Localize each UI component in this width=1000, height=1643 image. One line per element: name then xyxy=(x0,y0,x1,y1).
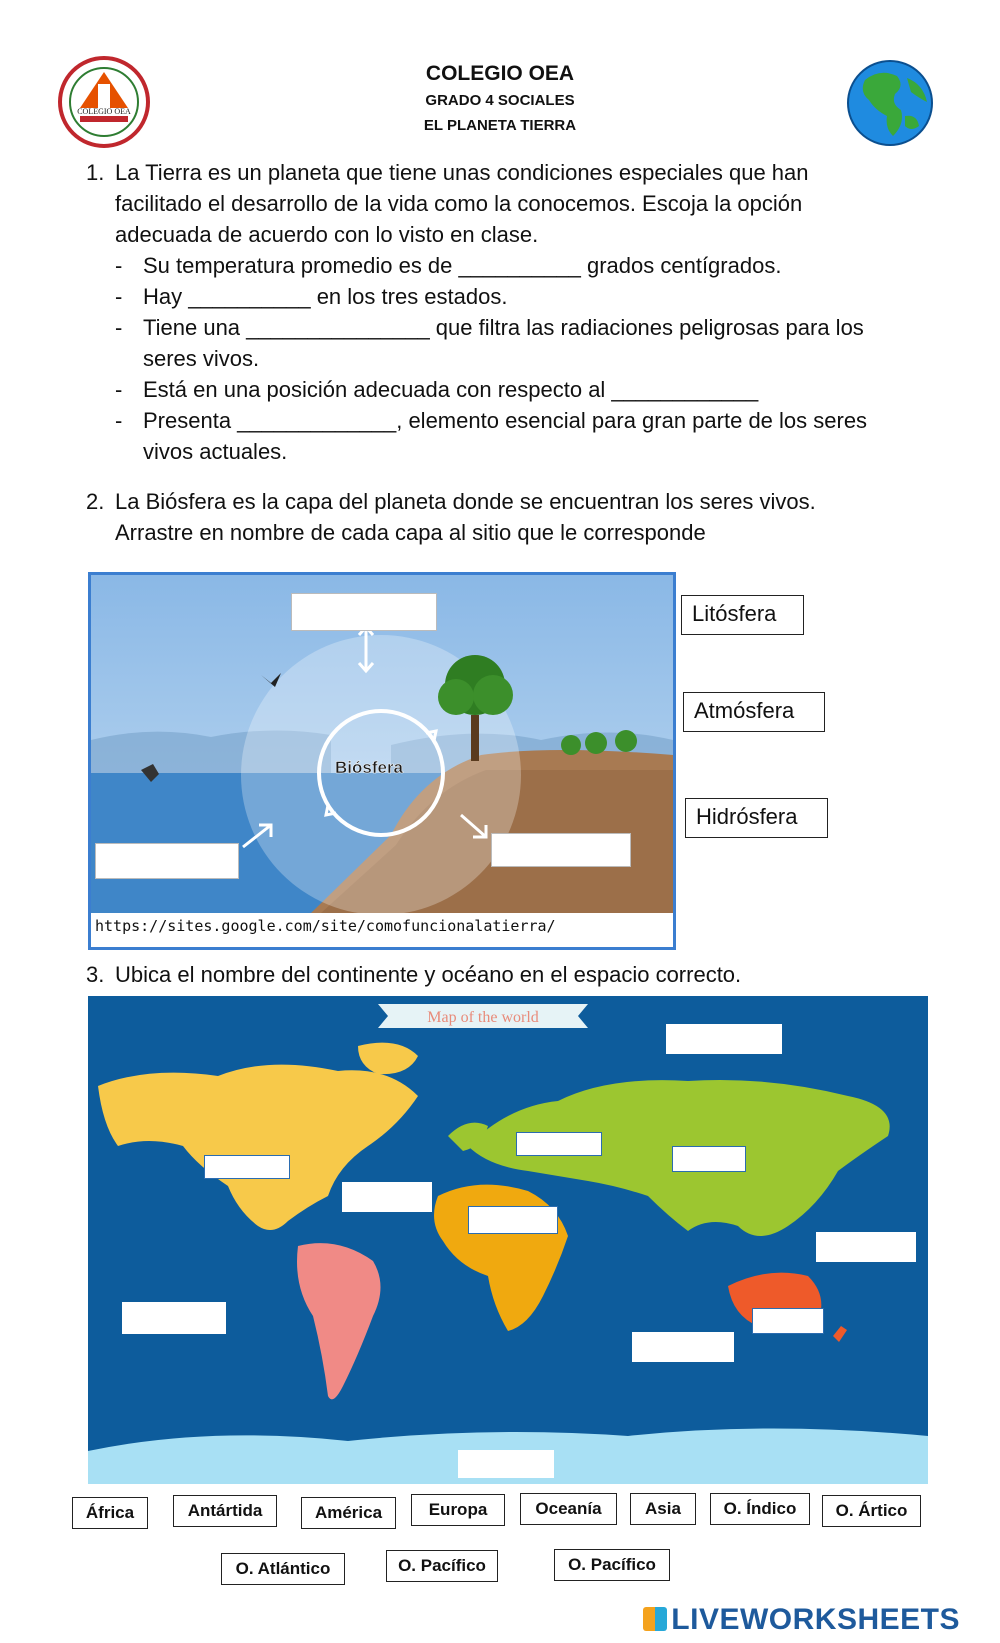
question-text-line: La Biósfera es la capa del planeta donde se encuentran los seres vivos. xyxy=(115,489,816,514)
word-chip-hidrosfera[interactable]: Hidrósfera xyxy=(685,798,828,838)
map-drop-zone[interactable] xyxy=(458,1450,554,1478)
liveworksheets-icon xyxy=(643,1607,667,1631)
question-text-line: Arrastre en nombre de cada capa al sitio que le corresponde xyxy=(115,520,706,545)
fill-in-item[interactable]: Está en una posición adecuada con respecto al ____________ xyxy=(143,377,759,402)
answer-chip-antartida[interactable]: Antártida xyxy=(173,1495,277,1527)
answer-chip-oceania[interactable]: Oceanía xyxy=(520,1493,617,1525)
bullet-dash: - xyxy=(115,284,123,309)
fill-in-item[interactable]: Su temperatura promedio es de __________ grados centígrados. xyxy=(143,253,782,278)
answer-chip-oceano-indico[interactable]: O. Índico xyxy=(710,1493,810,1525)
fill-in-item[interactable]: Presenta _____________, elemento esencial para gran parte de los seres xyxy=(143,408,868,433)
bullet-dash: - xyxy=(115,377,123,402)
answer-chip-africa[interactable]: África xyxy=(72,1497,148,1529)
world-map xyxy=(88,996,928,1484)
fill-in-item[interactable]: Hay __________ en los tres estados. xyxy=(143,284,508,309)
bullet-dash: - xyxy=(115,315,123,340)
map-drop-zone[interactable] xyxy=(342,1182,432,1212)
answer-chip-oceano-atlantico[interactable]: O. Atlántico xyxy=(221,1553,345,1585)
biosphere-label: Biósfera xyxy=(334,758,404,777)
answer-chip-europa[interactable]: Europa xyxy=(411,1494,505,1526)
topic-title: EL PLANETA TIERRA xyxy=(423,117,577,134)
map-title: Map of the world xyxy=(427,1009,539,1026)
grade-title: GRADO 4 SOCIALES xyxy=(425,92,575,109)
fill-in-item-continuation: seres vivos. xyxy=(143,346,260,371)
question-text-line: La Tierra es un planeta que tiene unas condiciones especiales que han xyxy=(115,160,809,185)
drop-zone-atmosphere[interactable] xyxy=(291,593,437,631)
question-text-line: facilitado el desarrollo de la vida como la conocemos. Escoja la opción xyxy=(115,191,803,216)
word-chip-litosfera[interactable]: Litósfera xyxy=(681,595,804,635)
fill-in-item[interactable]: Tiene una _______________ que filtra las radiaciones peligrosas para los xyxy=(143,315,864,340)
school-name: COLEGIO OEA xyxy=(425,62,575,85)
map-drop-zone[interactable] xyxy=(468,1206,558,1234)
map-drop-zone[interactable] xyxy=(122,1302,226,1334)
bullet-dash: - xyxy=(115,408,123,433)
svg-text:COLEGIO OEA: COLEGIO OEA xyxy=(77,107,131,116)
answer-chip-america[interactable]: América xyxy=(301,1497,396,1529)
world-map-illustration xyxy=(88,996,928,1484)
biosphere-figure xyxy=(88,572,676,950)
drop-zone-lithosphere[interactable] xyxy=(491,833,631,867)
drop-zone-hydrosphere[interactable] xyxy=(95,843,239,879)
map-drop-zone[interactable] xyxy=(666,1024,782,1054)
question-text: Ubica el nombre del continente y océano en el espacio correcto. xyxy=(115,962,742,987)
footer-brand xyxy=(643,1603,960,1637)
figure-source-url: https://sites.google.com/site/comofuncionalatierra/ xyxy=(95,917,556,935)
map-drop-zone[interactable] xyxy=(672,1146,746,1172)
word-chip-atmosfera[interactable]: Atmósfera xyxy=(683,692,825,732)
question-number: 3. xyxy=(86,962,105,987)
answer-chip-oceano-artico[interactable]: O. Ártico xyxy=(822,1495,921,1527)
question-number: 2. xyxy=(86,489,105,514)
answer-chip-oceano-pacifico-2[interactable]: O. Pacífico xyxy=(554,1549,670,1581)
map-drop-zone[interactable] xyxy=(752,1308,824,1334)
fill-in-item-continuation: vivos actuales. xyxy=(143,439,288,464)
question-number: 1. xyxy=(86,160,105,185)
bullet-dash: - xyxy=(115,253,123,278)
map-drop-zone[interactable] xyxy=(816,1232,916,1262)
answer-chip-oceano-pacifico[interactable]: O. Pacífico xyxy=(386,1550,498,1582)
footer-brand-text: LIVEWORKSHEETS xyxy=(671,1603,960,1636)
question-text-line: adecuada de acuerdo con lo visto en clase. xyxy=(115,222,539,247)
map-drop-zone[interactable] xyxy=(204,1155,290,1179)
map-drop-zone[interactable] xyxy=(516,1132,602,1156)
map-drop-zone[interactable] xyxy=(632,1332,734,1362)
answer-chip-asia[interactable]: Asia xyxy=(630,1493,696,1525)
